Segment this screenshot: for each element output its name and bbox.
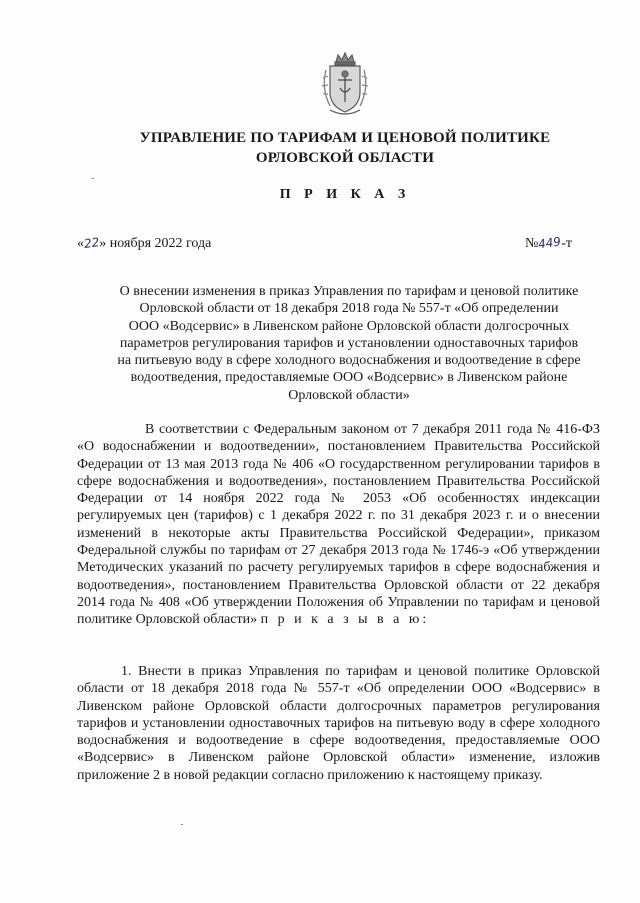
number-prefix: № [525, 236, 539, 251]
scan-speck [181, 824, 183, 825]
order-subject [84, 283, 614, 404]
agency-name-line2: ОРЛОВСКОЙ ОБЛАСТИ [255, 150, 435, 166]
order-number [525, 236, 572, 252]
subject-line: параметров регулирования тарифов и установлении одноставочных тарифов [119, 335, 579, 351]
subject-line: на питьевую воду в сфере холодного водоснабжения и водоотведение в сфере [117, 353, 581, 369]
document-type-title: П Р И К А З [279, 187, 411, 202]
agency-name-line1: УПРАВЛЕНИЕ ПО ТАРИФАМ И ЦЕНОВОЙ ПОЛИТИКЕ [139, 130, 551, 146]
date-close-quote: » [99, 236, 107, 251]
date-month-year: ноября 2022 года [106, 236, 212, 251]
order-date [77, 236, 211, 252]
date-open-quote: « [77, 236, 84, 251]
number-handwritten: 449 [537, 234, 563, 252]
subject-line: Орловской области» [288, 387, 410, 403]
coat-of-arms-icon [318, 52, 372, 118]
preamble-text: В соответствии с Федеральным законом от 7 декабря 2011 года № 416-ФЗ «О водоснабжении и водоотведении», постановлением Правительства Российской Федерации от 13 мая 2013 года № 406 «О государственном регулировании тарифов в сфере водоснабжения и водоотведения», постановлением Правительства Российской Федерации от 14 ноября 2022 года № 2053 «Об особенностях индексации регулируемых цен (тарифов) с 1 декабря 2022 г. по 31 декабря 2023 г. и о внесении изменений в некоторые акты Правительства Российской Федерации», приказом Федеральной службы по тарифам от 27 декабря 2013 года № 1746-э «Об утверждении Методических указаний по расчету регулируемых тарифов в сфере водоснабжения и водоотведения», постановлением Правительства Орловской области от 22 декабря 2014 года № 408 «Об утверждении Положения об Управлении по тарифам и ценовой политике Орловской области» [77, 422, 600, 628]
scan-speck [92, 178, 94, 179]
subject-line: водоотведения, предоставляемые ООО «Водсервис» в Ливенском районе [130, 370, 568, 386]
subject-line: О внесении изменения в приказ Управления по тарифам и ценовой политике [119, 284, 579, 299]
number-suffix: -т [561, 236, 573, 251]
preamble-ending: п р и к а з ы в а ю: [260, 612, 430, 628]
clause-1-paragraph: 1. Внести в приказ Управления по тарифам и ценовой политике Орловской области от 18 декабря 2018 года № 557-т «Об определении ООО «Водсервис» в Ливенском районе Орловской области долгосрочных параметров регулирования тарифов и установлении одноставочных тарифов на питьевую воду в сфере холодного водоснабжения и водоотведение в сфере водоотведения, предоставляемые ООО «Водсервис» в Ливенском районе Орловской области» изменение, изложив приложение 2 в новой редакции согласно приложению к настоящему приказу. [77, 664, 600, 783]
preamble-paragraph [77, 421, 600, 629]
subject-line: Орловской области от 18 декабря 2018 года № 557-т «Об определении [139, 301, 559, 317]
date-day-handwritten: 22 [83, 235, 101, 251]
subject-line: ООО «Водсервис» в Ливенском районе Орловской области долгосрочных [128, 318, 570, 334]
